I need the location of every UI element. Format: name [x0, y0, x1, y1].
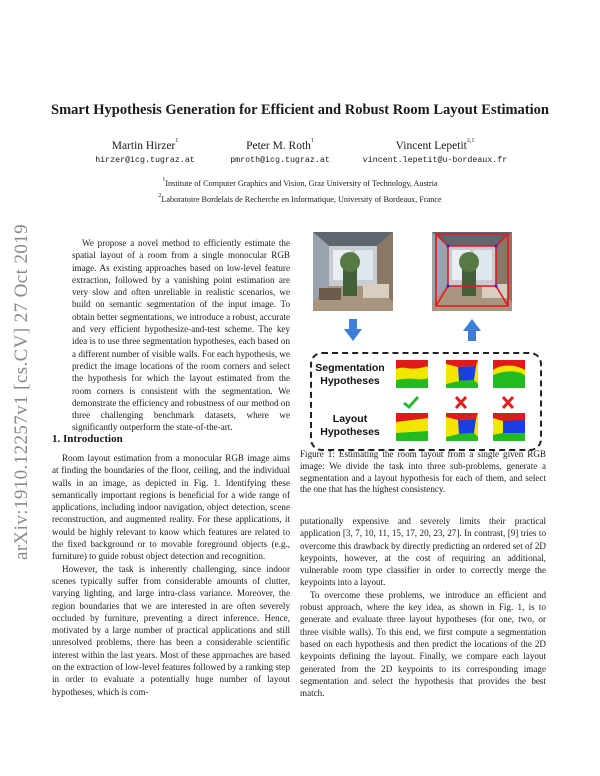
author-name: Peter M. Roth — [246, 140, 311, 152]
room-image-layout — [432, 232, 512, 311]
check-icon — [403, 396, 419, 409]
arrow-up-icon — [463, 319, 481, 341]
author-sup: 1 — [310, 138, 314, 144]
arrow-down-icon — [344, 319, 362, 341]
author-name: Martin Hirzer — [111, 140, 176, 152]
arxiv-stamp-text: arXiv:1910.12257v1 [cs.CV] 27 Oct 2019 — [11, 223, 32, 560]
intro-right-column — [300, 515, 546, 699]
author-sup: 2,1 — [466, 138, 475, 144]
abstract-text: We propose a novel method to efficiently estimate the spatial layout of a room from a single monocular RGB image. As existing approaches based on low-level feature extraction, followed by a vanishing point estimation are very slow and often unreliable in realistic scenarios, we build on semantic segmentation of the input image. To obtain better segmentations, we introduce a robust, accurate and very efficient hypothesize-and-test scheme. The key idea is to use three segmentation hypotheses, each based on a different number of visible walls. For each hypothesis, we predict the image locations of the room corners and select the hypothesis for which the layout estimated from the room corners is consistent with the segmentation. We demonstrate the efficiency and robustness of our method on three challenging benchmark datasets, where we significantly outperform the state-of-the-art. — [72, 238, 290, 433]
layout-hypotheses-label: Layout Hypotheses — [320, 413, 380, 438]
abstract — [72, 237, 290, 434]
author-3 — [350, 140, 520, 152]
paragraph: To overcome these problems, we introduce an efficient and robust approach, where the key idea, as shown in Fig. 1, is to generate and evaluate three layout hypotheses (for one, two, or three visible walls). To this end, we first compute a segmentation based on each hypothesis and then predict the locations of the 2D keypoints defining the layout. Finally, we compare each layout generated from the 2D keypoints to its corresponding image segmentation and select the hypothesis that provides the best match. — [300, 589, 546, 699]
layout-hypothesis-3 — [493, 413, 525, 441]
segmentation-hypotheses-label: Segmentation Hypotheses — [315, 362, 385, 387]
segmentation-hypothesis-1 — [396, 360, 428, 388]
affiliation-1 — [60, 179, 540, 188]
cross-icon — [454, 396, 468, 409]
section-heading: 1. Introduction — [52, 433, 123, 445]
affiliation-sup: 1 — [162, 177, 166, 183]
segmentation-hypothesis-2 — [446, 360, 478, 388]
cross-icon — [501, 396, 515, 409]
layout-hypothesis-1 — [396, 413, 428, 441]
paper-title: Smart Hypothesis Generation for Efficient and Robust Room Layout Estimation — [51, 102, 549, 118]
affiliation-2 — [60, 195, 540, 204]
author-2 — [215, 140, 345, 152]
author-sup: 1 — [175, 138, 179, 144]
segmentation-hypothesis-3 — [493, 360, 525, 388]
room-image-input — [313, 232, 393, 311]
paragraph: Room layout estimation from a monocular RGB image aims at finding the boundaries of the floor, ceiling, and the individual walls in an image, as depicted in Fig. 1. Identifying these semantically important regions is beneficial for a wide range of applications, including indoor navigation, object detection, scene reconstruction, and augmented reality. For these applications, it would be highly relevant to know which features are related to the fixed background or to movable foreground objects (e.g., furniture) to guide robust object detection and recognition. — [52, 453, 290, 562]
figure-caption: Figure 1: Estimating the room layout from a single given RGB image: We divide the task into three sub-problems, generate a segmentation and a layout hypothesis for each of them, and select the one that has the highest consistency. — [300, 449, 546, 495]
author-name: Vincent Lepetit — [395, 140, 467, 152]
affiliation-text: Laboratoire Bordelais de Recherche en Informatique, University of Bordeaux, France — [161, 195, 442, 204]
affiliation-text: Institute of Computer Graphics and Vision, Graz University of Technology, Austria — [165, 179, 438, 188]
layout-hypothesis-2 — [446, 413, 478, 441]
author-email: pmroth@icg.tugraz.at — [230, 156, 330, 165]
author-email: hirzer@icg.tugraz.at — [95, 156, 195, 165]
paragraph: However, the task is inherently challenging, since indoor scenes typically suffer from considerable amounts of clutter, varying lighting, and large intra-class variance. Moreover, the region boundaries that we are interested in are often severely occluded by furniture, preventing a direct inference. Hence, motivated by a large number of practical applications and still unresolved problems, there has been a considerable scientific interest within the last years. Most of these approaches are based on the extraction of low-level features followed by a ranking step in order to evaluate a potentially huge number of layout hypotheses, which is com- — [52, 563, 290, 697]
affiliation-sup: 2 — [158, 193, 162, 199]
intro-left-column — [52, 452, 290, 698]
author-1 — [80, 140, 210, 152]
author-email: vincent.lepetit@u-bordeaux.fr — [362, 156, 508, 165]
arxiv-stamp — [8, 200, 36, 560]
paragraph: putationally expensive and severely limits their practical application [3, 7, 10, 11, 15, 17, 20, 23, 27]. In contrast, [9] tries to overcome this drawback by directly predicting an ordered set of 2D keypoints, however, at the cost of requiring an additional, vulnerable room type classifier in order to correctly merge the keypoints into a layout. — [300, 516, 546, 588]
